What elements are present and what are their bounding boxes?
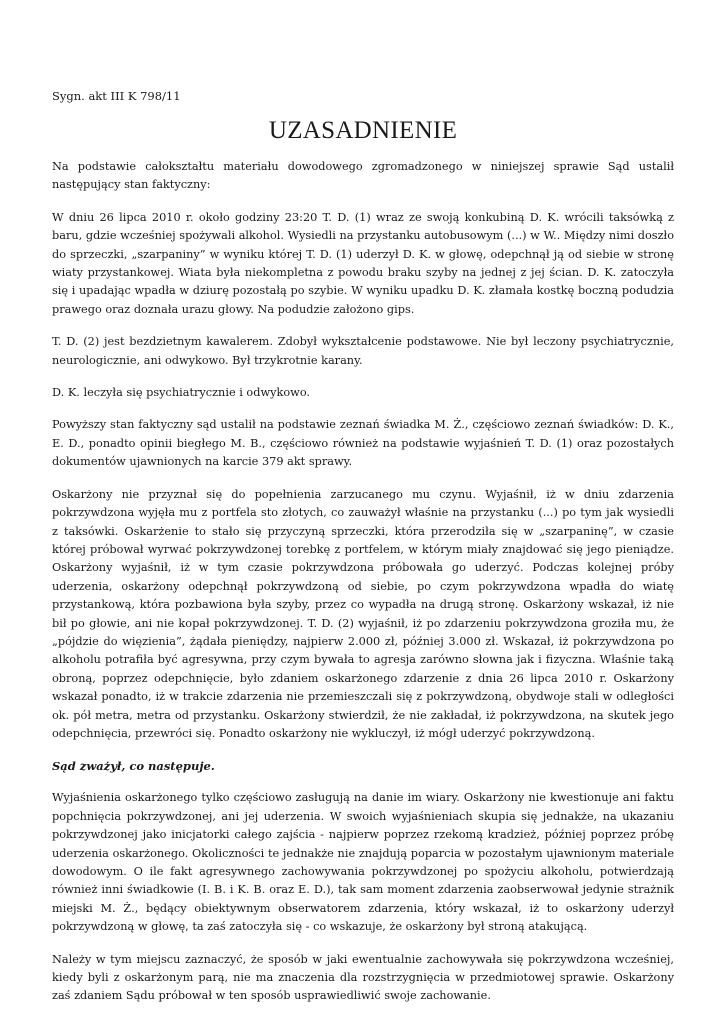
paragraph-assessment: Wyjaśnienia oskarżonego tylko częściowo zasługują na danie im wiary. Oskarżony nie kwestionuje ani faktu popchnięcia pokrzywdzonej, ani jej uderzenia. W swoich wyjaśnieniach skupia się jednakże, na ukazaniu pokrzywdzonej jako inicjatorki całego zajścia - najpierw poprzez rzekomą kradzież, później poprzez próbę uderzenia oskarżonego. Okoliczności te jednakże nie znajdują poparcia w pozostałym ujawnionym materiale dowodowym. O ile fakt agresywnego zachowywania pokrzywdzonej po spożyciu alkoholu, potwierdzają również inni świadkowie (I. B. i K. B. oraz E. D.), tak sam moment zdarzenia zaobserwował jedynie strażnik miejski M. Ż., będący obiektywnym obserwatorem zdarzenia, który wskazał, iż to oskarżony uderzył pokrzywdzoną w głowę, ta zaś zatoczyła się - co wskazuje, że oskarżony był stroną atakującą. [52, 791, 674, 934]
paragraph-facts-event: W dniu 26 lipca 2010 r. około godziny 23:20 T. D. (1) wraz ze swoją konkubiną D. K. wrócili taksówką z baru, gdzie wcześniej spożywali alkohol. Wysiedli na przystanku autobusowym (...) w W.. Między nimi doszło do sprzeczki, „szarpaniny” w wyniku której T. D. (1) uderzył D. K. w głowę, odepchnął ją od siebie w stronę wiaty przystankowej. Wiata była niekompletna z powodu braku szyby na jednej z jej ścian. D. K. zatoczyła się i upadając wpadła w dziurę pozostałą po szybie. W wyniku upadku D. K. złamała kostkę boczną podudzia prawego oraz doznała urazu głowy. Na podudzie założono gips. [52, 210, 674, 316]
document-title: UZASADNIENIE [268, 117, 458, 144]
paragraph-evidence-basis: Powyższy stan faktyczny sąd ustalił na podstawie zeznań świadka M. Ż., częściowo zeznań świadków: D. K., E. D., ponadto opinii biegłego M. B., częściowo również na podstawie wyjaśnień T. D. (1) oraz pozostałych dokumentów ujawnionych na karcie 379 akt sprawy. [52, 418, 674, 469]
section-heading: Sąd zważył, co następuje. [52, 759, 215, 774]
document-page [52, 88, 674, 1020]
paragraph-facts-victim: D. K. leczyła się psychiatrycznie i odwykowo. [52, 386, 311, 400]
paragraph-defendant-explanation: Oskarżony nie przyznał się do popełnienia zarzucanego mu czynu. Wyjaśnił, iż w dniu zdarzenia pokrzywdzona wyjęła mu z portfela sto złotych, co zauważył właśnie na przystanku (...) po tym jak wysiedli z taksówki. Oskarżenie to stało się przyczyną sprzeczki, która przerodziła się w „szarpaninę”, w czasie której próbował wyrwać pokrzywdzonej torebkę z portfelem, w którym miały znajdować się jego pieniądze. Oskarżony wyjaśnił, iż w tym czasie pokrzywdzona próbowała go uderzyć. Podczas kolejnej próby uderzenia, oskarżony odepchnął pokrzywdzoną od siebie, po czym pokrzywdzona wpadła do wiatę przystankową, która pozbawiona była szyby, przez co wypadła na drugą stronę. Oskarżony wskazał, iż nie bił po głowie, ani nie kopał pokrzywdzonej. T. D. (2) wyjaśnił, iż po zdarzeniu pokrzywdzona groziła mu, że „pójdzie do więzienia”, żądała pieniędzy, najpierw 2.000 zł, później 3.000 zł. Wskazał, iż pokrzywdzona po alkoholu potrafiła być agresywna, przy czym bywała to agresja zarówno słowna jak i fizyczna. Właśnie taką obroną, poprzez odepchnięcie, było zdaniem oskarżonego zdarzenie z dnia 26 lipca 2010 r. Oskarżony wskazał ponadto, iż w trakcie zdarzenia nie przemieszczali się z pokrzywdzoną, obydwoje stali w odległości ok. pół metra, metra od przystanku. Oskarżony stwierdził, że nie zakładał, iż pokrzywdzona, na skutek jego odepchnięcia, przewróci się. Ponadto oskarżony nie wykluczył, iż mógł uderzyć pokrzywdzoną. [52, 487, 674, 740]
paragraph-conclusion: Należy w tym miejscu zaznaczyć, że sposób w jaki ewentualnie zachowywała się pokrzywdzona wcześniej, kiedy byli z oskarżonym parą, nie ma znaczenia dla rozstrzygnięcia w przedmiotowej sprawie. Oskarżony zaś zdaniem Sądu próbował w ten sposób usprawiedliwić swoje zachowanie. [52, 952, 674, 1003]
paragraph-facts-defendant: T. D. (2) jest bezdzietnym kawalerem. Zdobył wykształcenie podstawowe. Nie był leczony psychiatrycznie, neurologicznie, ani odwykowo. Był trzykrotnie karany. [52, 335, 674, 367]
case-signature: Sygn. akt III K 798/11 [52, 89, 181, 103]
paragraph-intro: Na podstawie całokształtu materiału dowodowego zgromadzonego w niniejszej sprawie Sąd ustalił następujący stan faktyczny: [52, 160, 674, 192]
